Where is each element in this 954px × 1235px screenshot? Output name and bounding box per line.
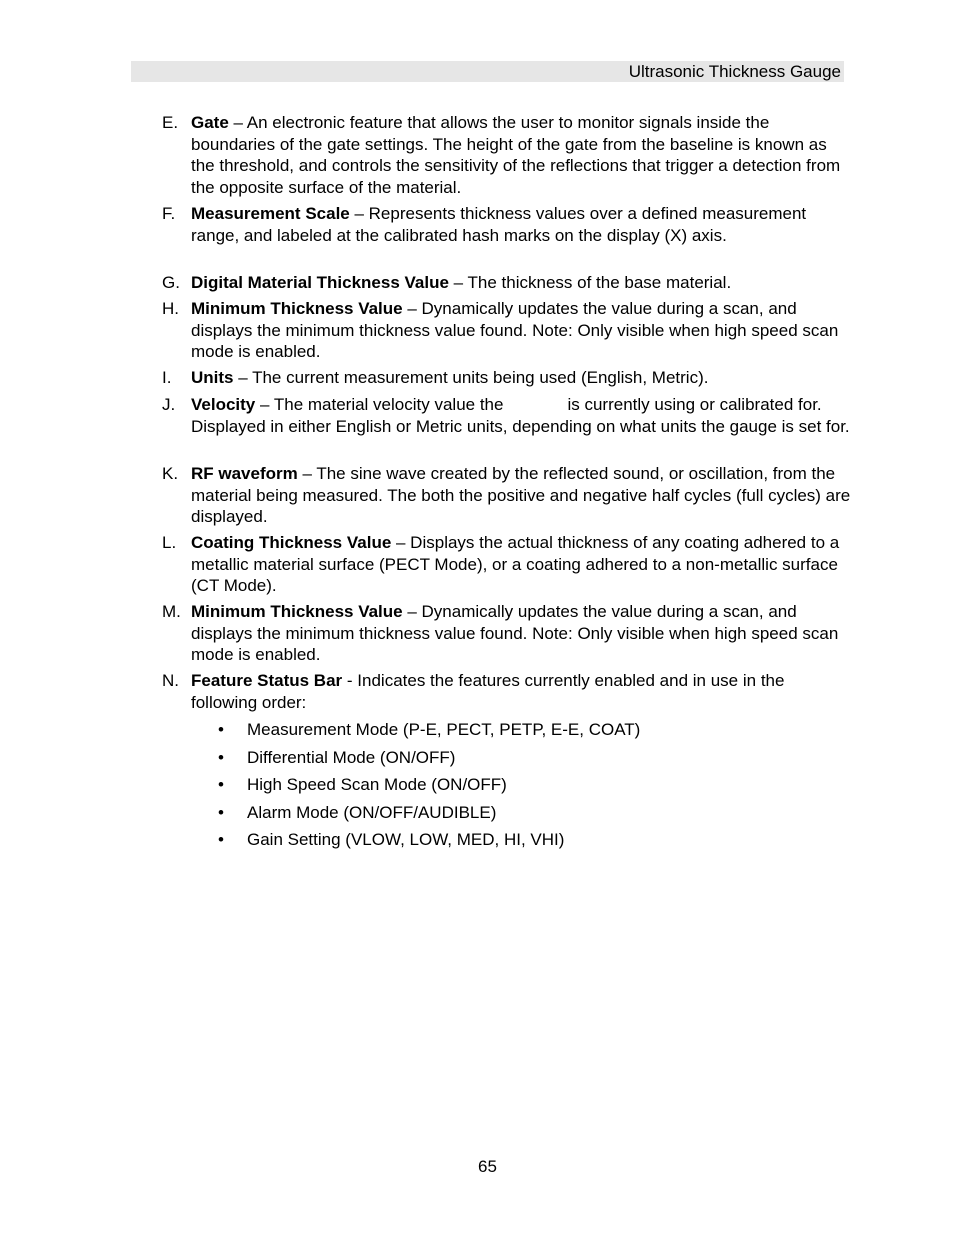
item-term: Minimum Thickness Value bbox=[191, 602, 403, 621]
item-text: – The sine wave created by the reflected sound, or oscillation, from the material being measured. The both the positive and negative half cycles (full cycles) are displayed. bbox=[191, 464, 851, 526]
item-letter: G. bbox=[162, 273, 180, 292]
list-item-minimum-thickness-2 bbox=[162, 601, 852, 666]
item-text: – An electronic feature that allows the user to monitor signals inside the boundaries of the gate settings. The height of the gate from the baseline is known as the threshold, and controls the sensitivity of the reflections that trigger a detection from the opposite surface of the material. bbox=[191, 113, 841, 197]
item-text: – Displays the actual thickness of any coating adhered to a metallic material surface (PECT Mode), or a coating adhered to a non-metallic surface (CT Mode). bbox=[191, 533, 840, 595]
list-item-coating-thickness bbox=[162, 532, 852, 597]
list-item-minimum-thickness bbox=[162, 298, 852, 363]
list-item-velocity bbox=[162, 394, 852, 437]
item-term: RF waveform bbox=[191, 464, 298, 483]
bullet-symbol: • bbox=[218, 803, 224, 822]
list-item-units bbox=[162, 367, 852, 389]
item-term: Velocity bbox=[191, 395, 256, 414]
item-text-after-gap: is currently using or calibrated for. Displayed in either English or Metric units, depending on what units the gauge is set for. bbox=[191, 395, 850, 436]
item-letter: K. bbox=[162, 464, 179, 483]
bullet-item bbox=[218, 719, 640, 741]
bullet-item bbox=[218, 774, 507, 796]
running-header bbox=[131, 61, 844, 82]
item-letter: I. bbox=[162, 368, 172, 387]
item-term: Feature Status Bar bbox=[191, 671, 343, 690]
bullet-text: High Speed Scan Mode (ON/OFF) bbox=[247, 775, 507, 794]
bullet-text: Measurement Mode (P-E, PECT, PETP, E-E, COAT) bbox=[247, 720, 641, 739]
item-letter: H. bbox=[162, 299, 179, 318]
item-text: – Dynamically updates the value during a scan, and displays the minimum thickness value found. Note: Only visible when high speed scan mode is enabled. bbox=[191, 299, 839, 361]
bullet-symbol: • bbox=[218, 720, 224, 739]
item-term: Units bbox=[191, 368, 234, 387]
list-item-digital-thickness bbox=[162, 272, 852, 294]
bullet-item bbox=[218, 747, 455, 769]
bullet-symbol: • bbox=[218, 830, 224, 849]
list-item-rf-waveform bbox=[162, 463, 852, 528]
list-item-measurement-scale bbox=[162, 203, 852, 246]
item-letter: E. bbox=[162, 113, 179, 132]
list-item-gate bbox=[162, 112, 852, 198]
item-text: – The thickness of the base material. bbox=[448, 273, 732, 292]
item-letter: F. bbox=[162, 204, 176, 223]
item-term: Measurement Scale bbox=[191, 204, 350, 223]
item-letter: L. bbox=[162, 533, 177, 552]
bullet-text: Differential Mode (ON/OFF) bbox=[247, 748, 456, 767]
item-letter: J. bbox=[162, 395, 176, 414]
bullet-text: Gain Setting (VLOW, LOW, MED, HI, VHI) bbox=[247, 830, 565, 849]
item-term: Gate bbox=[191, 113, 229, 132]
header-title: Ultrasonic Thickness Gauge bbox=[628, 62, 841, 81]
item-text: – The material velocity value the bbox=[255, 395, 504, 414]
bullet-text: Alarm Mode (ON/OFF/AUDIBLE) bbox=[247, 803, 497, 822]
item-term: Minimum Thickness Value bbox=[191, 299, 403, 318]
item-term: Coating Thickness Value bbox=[191, 533, 392, 552]
page-number: 65 bbox=[478, 1157, 497, 1176]
item-letter: M. bbox=[162, 602, 181, 621]
item-text: - Indicates the features currently enabled and in use in the following order: bbox=[191, 671, 785, 712]
item-text: – Represents thickness values over a defined measurement range, and labeled at the calibrated hash marks on the display (X) axis. bbox=[191, 204, 807, 245]
list-item-feature-status-bar bbox=[162, 670, 852, 713]
item-text: – The current measurement units being used (English, Metric). bbox=[233, 368, 709, 387]
item-term: Digital Material Thickness Value bbox=[191, 273, 449, 292]
item-text: – Dynamically updates the value during a scan, and displays the minimum thickness value found. Note: Only visible when high speed scan mode is enabled. bbox=[191, 602, 839, 664]
bullet-item bbox=[218, 829, 564, 851]
bullet-symbol: • bbox=[218, 748, 224, 767]
item-letter: N. bbox=[162, 671, 179, 690]
bullet-symbol: • bbox=[218, 775, 224, 794]
bullet-item bbox=[218, 802, 496, 824]
